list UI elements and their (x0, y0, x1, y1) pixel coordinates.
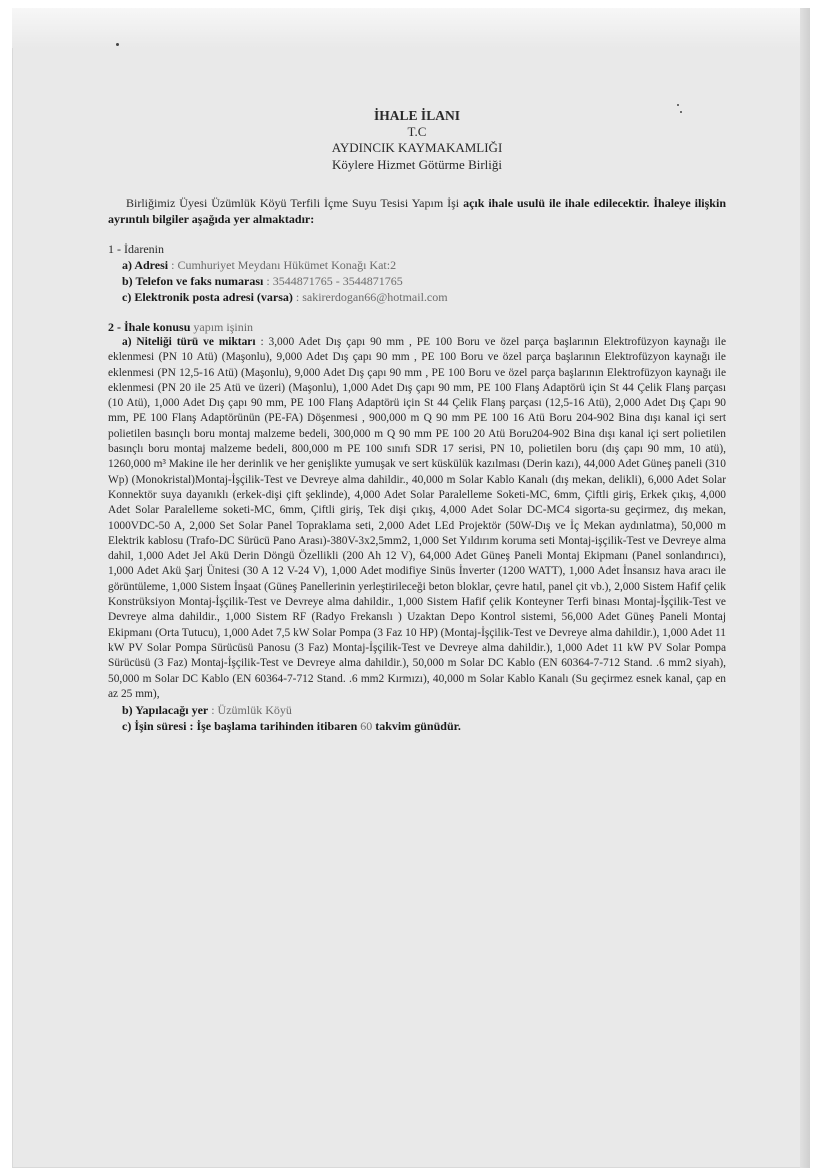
scan-speck (677, 104, 679, 106)
address-line (108, 257, 726, 273)
email-value: : sakirerdogan66@hotmail.com (292, 290, 448, 304)
intro-text: Birliğimiz Üyesi Üzümlük Köyü Terfili İçme Suyu Tesisi Yapım İşi (126, 196, 464, 210)
location-line (108, 702, 726, 718)
section-2-title (108, 319, 726, 335)
scope-value: : 3,000 Adet Dış çapı 90 mm , PE 100 Boru ve özel parça başlarının Elektrofüzyon kaynağı ile eklenmesi (PN 10 Atü) (Maşonlu), 9,000 Adet Dış çapı 90 mm , PE 100 Boru ve özel parça başlarının Elektrofüzyon kaynağı ile eklenmesi (PN 12,5-16 Atü) (Maşonlu), 9,000 Adet Dış çapı 90 mm , PE 100 Boru ve özel parça başlarının Elektrofüzyon kaynağı ile eklenmesi (PN 20 ile 25 Atü ve üzeri) (Maşonlu), 1,000 Adet Dış çapı 90 mm, PE 100 Flanş Adaptörü için St 44 Çelik Flanş parçası (10 Atü), 1,000 Adet Dış çapı 90 mm, PE 100 Flanş Adaptörü için St 44 Çelik Flanş parçası (12,5-16 Atü), 2,000 Adet Dış Çapı 90 mm, PE 100 Flanş Adaptörünün (PE-FA) Döşenmesi , 900,000 m Q 90 mm PE 100 16 Atü Boru 204-902 Bina dışı kanal içi sert polietilen basınçlı boru montaj malzeme bedeli, 300,000 m Q 90 mm PE 100 20 Atü Boru204-902 Bina dışı kanal içi sert polietilen basınçlı boru montaj malzeme bedeli, 800,000 m PE 100 sınıfı SDR 17 serisi, PN 10, polietilen boru (dış çapı 90 mm, 10 atü), 1260,000 m³ Makine ile her derinlik ve her genişlikte yumuşak ve sert küskülük kazılması (Derin kazı), 44,000 Adet Güneş paneli (310 Wp) (Monokristal)Montaj-İşçilik-Test ve Devreye alma dahildir., 40,000 m Solar Kablo Kanalı (dış mekan, delikli), 6,000 Adet Solar Konnektör suya dayanıklı (erkek-dişi çift şeklinde), 4,000 Adet Solar Paralelleme Soketi-MC, 6mm, Çiftli giriş, Erkek çıkış, 4,000 Adet Solar Paralelleme soketi-MC, 6mm, Çiftli giriş, Tek dişi çıkış, 4,000 Adet Solar DC-MC4 sigorta-su geçirmez, dış mekan, 1000VDC-50 A, 2,000 Set Solar Panel Topraklama seti, 2,000 Adet LEd Projektör (50W-Dış ve İç Mekan aydınlatma), 50,000 m Elektrik kablosu (Trafo-DC Sürücü Pano Arası)-380V-3x2,5mm2, 1,000 Set Yıldırım koruma seti Montaj-işçilik-Test ve Devreye alma dahil, 1,000 Adet Jel Akü Derin Döngü Özellikli (200 Ah 12 V), 64,000 Adet Güneş Paneli Montaj Ekipmanı (Panel sonlandırıcı), 1,000 Adet Akü Şarj Ünitesi (30 A 12 V-24 V), 1,000 Adet modifiye Sinüs İnverter (1200 WATT), 1,000 Adet İnsansız hava aracı ile görüntüleme, 1,000 Sistem İnşaat (Güneş Panellerinin yerleştirileceği beton bloklar, çevre hatıl, panel çit vb.), 2,000 Sistem Hafif çelik Konstrüksiyon Montaj-İşçilik-Test ve Devreye alma dahildir., 1,000 Sistem Hafif çelik Konteyner Terfi binası Montaj-İşçilik-Test ve Devreye alma dahildir., 1,000 Sistem RF (Radyo Frekanslı ) Uzaktan Depo Kontrol sistemi, 56,000 Adet Güneş Paneli Montaj Ekipmanı (Orta Tutucu), 1,000 Adet 7,5 kW Solar Pompa (3 Faz 10 HP) (Montaj-İşçilik-Test ve Devreye alma dahildir.), 1,000 Adet 11 kW PV Solar Pompa Sürücüsü Panosu (3 Faz) Montaj-İşçilik-Test ve Devreye alma dahildir.), 1,000 Adet 11 kW PV Solar Pompa Sürücüsü (3 Faz) Montaj-İşçilik-Test ve Devreye alma dahildir.), 50,000 m Solar DC Kablo (EN 60364-7-712 Stand. .6 mm2 siyah), 50,000 m Solar DC Kablo (EN 60364-7-712 Stand. .6 mm2 Kırmızı), 40,000 m Solar Kablo Kanalı (Su geçirmez esnek kanal, çap en az 25 mm), (108, 336, 727, 700)
duration-line (108, 718, 726, 734)
intro-bold-2: ihale edilecektir. İhaleye ilişkin ayrıntılı bilgiler aşağıda yer almaktadır: (108, 196, 726, 226)
section-ihale-konusu (108, 319, 726, 734)
duration-value: : İşe başlama tarihinden itibaren (186, 719, 361, 734)
location-value: : Üzümlük Köyü (208, 703, 292, 718)
section-2-title-rest: yapım işinin (190, 320, 254, 334)
address-value: : Cumhuriyet Meydanı Hükümet Konağı Kat:2 (168, 258, 397, 272)
email-line (108, 289, 726, 305)
phone-label: b) Telefon ve faks numarası (122, 274, 264, 288)
intro-paragraph (108, 195, 726, 227)
section-1-title: 1 - İdarenin (108, 242, 164, 256)
email-label: c) Elektronik posta adresi (varsa) (122, 290, 293, 304)
section-2-title-bold: 2 - İhale konusu (108, 320, 191, 334)
duration-label: c) İşin süresi (122, 719, 187, 734)
tender-document (108, 108, 726, 734)
union-header: Köylere Hizmet Götürme Birliği (331, 157, 503, 172)
scan-speck (116, 43, 119, 46)
duration-days: 60 (360, 719, 373, 734)
scan-edge (800, 8, 810, 1168)
address-label: a) Adresi (122, 258, 169, 272)
authority-header: AYDINCIK KAYMAKAMLIĞI (331, 140, 503, 155)
section-idare (108, 241, 726, 305)
intro-bold-1: açık ihale usulü ile (463, 196, 561, 210)
document-title: İHALE İLANI (374, 108, 460, 123)
scanned-page (12, 8, 810, 1168)
tc-header: T.C (407, 124, 427, 139)
phone-line (108, 273, 726, 289)
scope-paragraph (108, 335, 726, 702)
duration-end: takvim günüdür. (372, 719, 461, 734)
scope-label: a) Niteliği türü ve miktarı (122, 336, 256, 348)
phone-value: : 3544871765 - 3544871765 (263, 274, 403, 288)
location-label: b) Yapılacağı yer (122, 703, 209, 718)
